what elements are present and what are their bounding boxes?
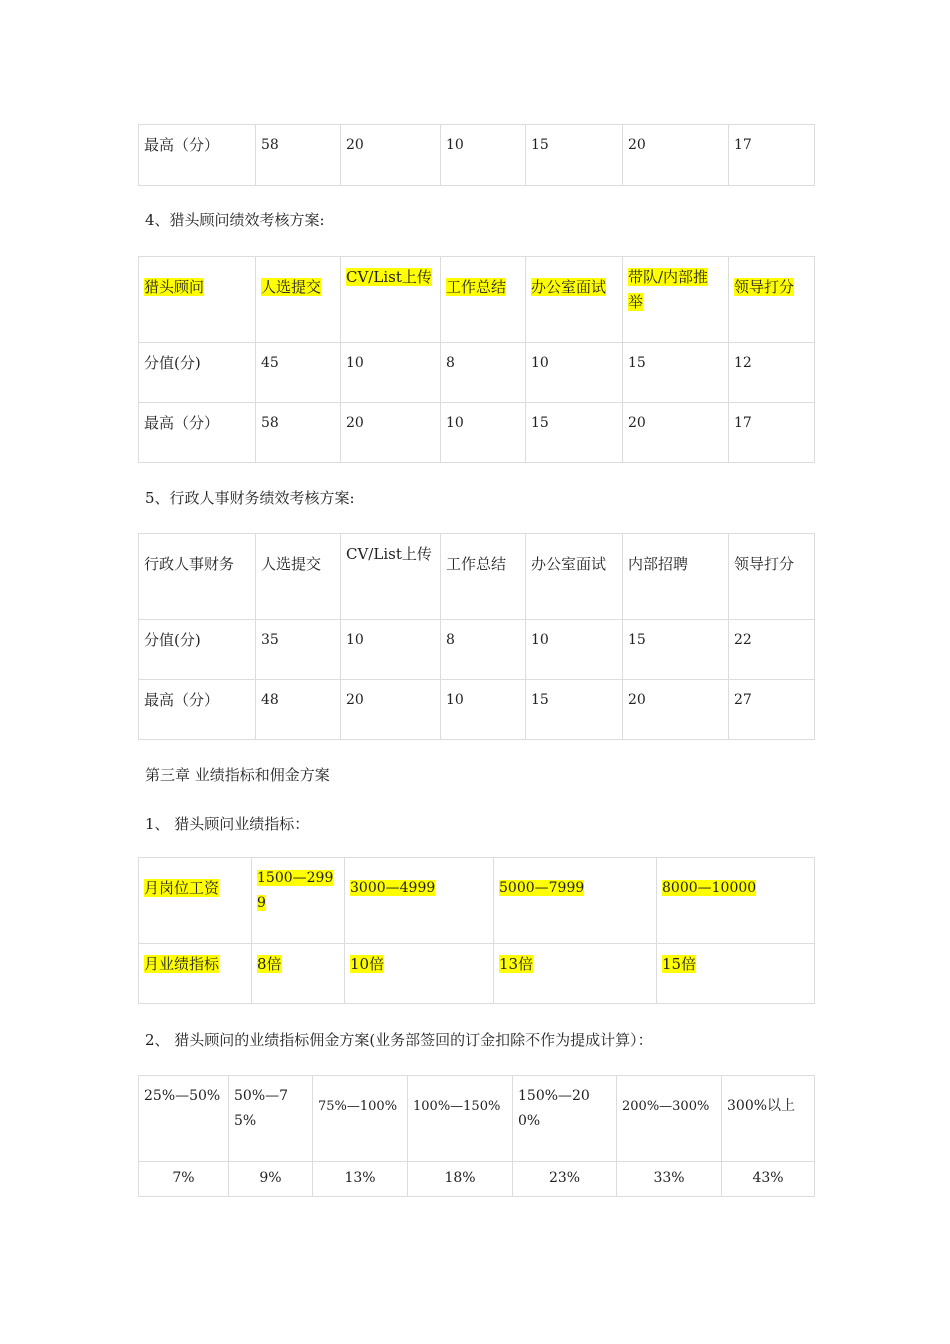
table-cell: 分值(分) (139, 620, 256, 680)
table-cell: 15 (623, 620, 729, 680)
table-row (139, 680, 815, 740)
table-cell: 5000—7999 (494, 858, 657, 944)
table-header-cell: 内部招聘 (623, 534, 729, 620)
table-cell: 20 (341, 680, 441, 740)
table-header-cell: CV/List上传 (341, 257, 441, 343)
table-cell: 分值(分) (139, 343, 256, 403)
table-cell: 20 (623, 403, 729, 463)
chapter-heading: 第三章 业绩指标和佣金方案 (145, 766, 330, 784)
table-header-cell: 行政人事财务 (139, 534, 256, 620)
table-performance-targets (138, 857, 815, 1004)
table-cell: 17 (729, 125, 815, 186)
table-cell: 8 (441, 620, 526, 680)
table-cell: 35 (256, 620, 341, 680)
table-header-cell: 100%—150% (408, 1076, 513, 1162)
table-cell: 22 (729, 620, 815, 680)
table-cell: 15 (526, 125, 623, 186)
table-cell: 10倍 (345, 944, 494, 1004)
table-header-cell: 办公室面试 (526, 534, 623, 620)
item-heading-1: 1、 猎头顾问业绩指标： (145, 815, 310, 833)
table-header-cell: 领导打分 (729, 534, 815, 620)
table-cell: 27 (729, 680, 815, 740)
table-cell: 20 (623, 680, 729, 740)
table-cell: 20 (341, 125, 441, 186)
table-score-max-partial (138, 124, 815, 186)
table-cell: 12 (729, 343, 815, 403)
table-cell: 7% (139, 1162, 229, 1197)
section-heading-4: 4、猎头顾问绩效考核方案: (145, 211, 325, 229)
table-header-row (139, 534, 815, 620)
table-header-row (139, 257, 815, 343)
table-cell: 15倍 (657, 944, 815, 1004)
table-cell: 1500—2999 (252, 858, 345, 944)
table-cell: 3000—4999 (345, 858, 494, 944)
table-cell: 20 (623, 125, 729, 186)
table-cell: 58 (256, 403, 341, 463)
table-cell: 13% (313, 1162, 408, 1197)
table-cell: 10 (441, 680, 526, 740)
table-cell: 10 (526, 343, 623, 403)
table-cell: 9% (229, 1162, 313, 1197)
table-row (139, 1162, 815, 1197)
table-header-cell: 领导打分 (729, 257, 815, 343)
section-heading-5: 5、行政人事财务绩效考核方案: (145, 489, 355, 507)
table-header-cell: 人选提交 (256, 257, 341, 343)
table-cell: 18% (408, 1162, 513, 1197)
table-cell: 33% (617, 1162, 722, 1197)
table-cell: 17 (729, 403, 815, 463)
table-cell: 15 (623, 343, 729, 403)
table-cell: 20 (341, 403, 441, 463)
table-cell: 8000—10000 (657, 858, 815, 944)
table-cell: 48 (256, 680, 341, 740)
table-cell: 58 (256, 125, 341, 186)
table-header-cell: 工作总结 (441, 534, 526, 620)
table-header-cell: 带队/内部推举 (623, 257, 729, 343)
table-row (139, 403, 815, 463)
table-cell: 月业绩指标 (139, 944, 252, 1004)
table-header-cell: 猎头顾问 (139, 257, 256, 343)
table-cell: 13倍 (494, 944, 657, 1004)
table-header-cell: 办公室面试 (526, 257, 623, 343)
table-cell: 8 (441, 343, 526, 403)
table-cell: 月岗位工资 (139, 858, 252, 944)
table-header-cell: 工作总结 (441, 257, 526, 343)
table-cell: 最高（分） (139, 680, 256, 740)
table-headhunter-appraisal (138, 256, 815, 463)
table-row (139, 125, 815, 186)
table-commission (138, 1075, 815, 1197)
table-header-cell: 150%—200% (513, 1076, 617, 1162)
item-heading-2: 2、 猎头顾问的业绩指标佣金方案(业务部签回的订金扣除不作为提成计算）： (145, 1031, 653, 1049)
table-cell: 15 (526, 403, 623, 463)
table-cell: 10 (526, 620, 623, 680)
table-header-cell: 25%—50% (139, 1076, 229, 1162)
table-row (139, 858, 815, 944)
table-header-row (139, 1076, 815, 1162)
table-header-cell: CV/List上传 (341, 534, 441, 620)
table-cell: 最高（分） (139, 403, 256, 463)
table-cell: 43% (722, 1162, 815, 1197)
table-header-cell: 50%—75% (229, 1076, 313, 1162)
table-cell: 10 (341, 620, 441, 680)
table-row (139, 944, 815, 1004)
table-cell: 10 (441, 403, 526, 463)
table-cell: 15 (526, 680, 623, 740)
table-cell: 最高（分） (139, 125, 256, 186)
table-header-cell: 人选提交 (256, 534, 341, 620)
table-cell: 10 (441, 125, 526, 186)
table-row (139, 343, 815, 403)
table-cell: 10 (341, 343, 441, 403)
table-cell: 45 (256, 343, 341, 403)
table-header-cell: 300%以上 (722, 1076, 815, 1162)
table-header-cell: 75%—100% (313, 1076, 408, 1162)
table-cell: 23% (513, 1162, 617, 1197)
table-header-cell: 200%—300% (617, 1076, 722, 1162)
table-row (139, 620, 815, 680)
table-admin-appraisal (138, 533, 815, 740)
table-cell: 8倍 (252, 944, 345, 1004)
